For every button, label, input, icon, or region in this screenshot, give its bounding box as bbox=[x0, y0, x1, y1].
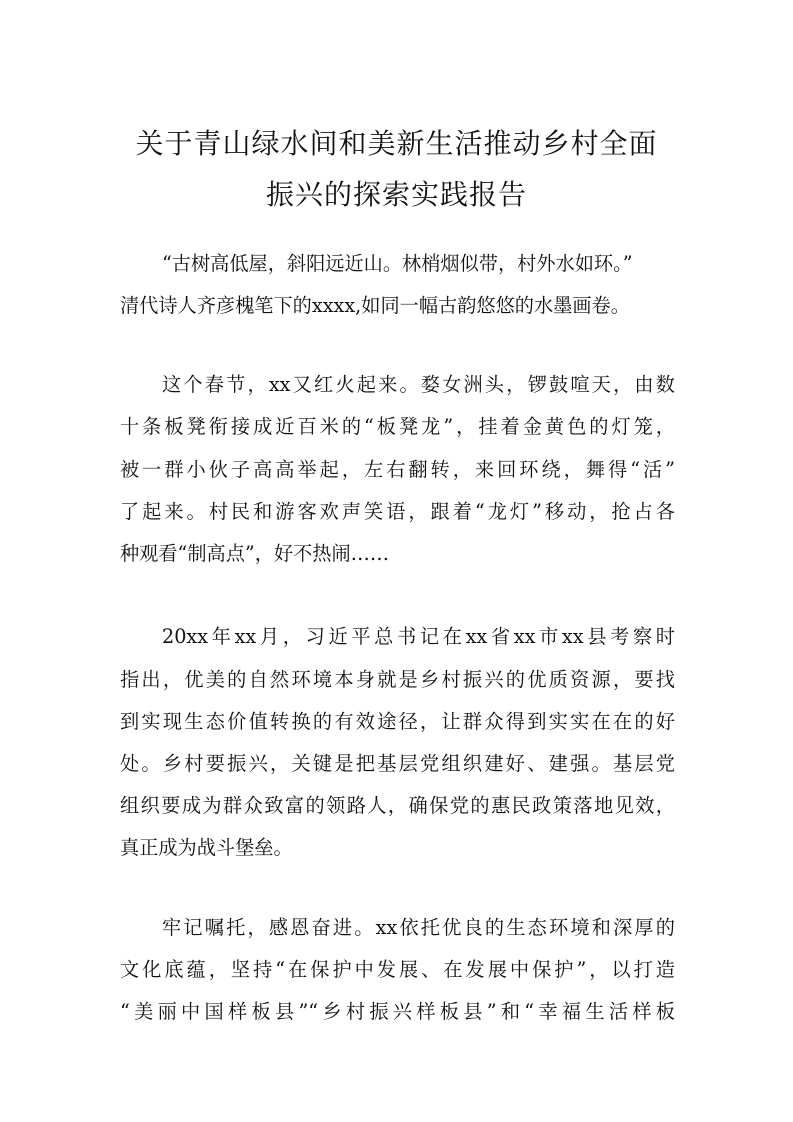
document-title-line-2: 振兴的探索实践报告 bbox=[265, 178, 527, 211]
paragraph-4-line-2: 文化底蕴，坚持“在保护中发展、在发展中保护”，以打造 bbox=[120, 958, 675, 981]
paragraph-3-line-4: 处。乡村要振兴，关键是把基层党组织建好、建强。基层党 bbox=[120, 752, 675, 775]
paragraph-4-line-3: “美丽中国样板县”“乡村振兴样板县”和“幸福生活样板 bbox=[120, 1000, 675, 1023]
paragraph-2-line-2: 十条板凳衔接成近百米的“板凳龙”，挂着金黄色的灯笼， bbox=[120, 415, 675, 438]
paragraph-1-line-2: 清代诗人齐彦槐笔下的xxxx,如同一幅古韵悠悠的水墨画卷。 bbox=[120, 294, 630, 317]
paragraph-3-line-2: 指出，优美的自然环境本身就是乡村振兴的优质资源，要找 bbox=[120, 668, 675, 691]
paragraph-1-line-1: “古树高低屋，斜阳远近山。林梢烟似带，村外水如环。” bbox=[162, 252, 633, 275]
paragraph-3-line-1: 20xx年xx月，习近平总书记在xx省xx市xx县考察时 bbox=[162, 625, 675, 648]
paragraph-2-line-5: 种观看“制高点”，好不热闹…… bbox=[120, 542, 390, 565]
paragraph-4-line-1: 牢记嘱托，感恩奋进。xx依托优良的生态环境和深厚的 bbox=[162, 916, 675, 939]
paragraph-3-line-3: 到实现生态价值转换的有效途径，让群众得到实实在在的好 bbox=[120, 710, 675, 733]
document-title-line-1: 关于青山绿水间和美新生活推动乡村全面 bbox=[135, 127, 658, 160]
paragraph-3-line-6: 真正成为战斗堡垒。 bbox=[120, 836, 293, 859]
paragraph-2-line-3: 被一群小伙子高高举起，左右翻转，来回环绕，舞得“活” bbox=[120, 458, 675, 481]
paragraph-2-line-4: 了起来。村民和游客欢声笑语，跟着“龙灯”移动，抢占各 bbox=[120, 500, 675, 523]
paragraph-3-line-5: 组织要成为群众致富的领路人，确保党的惠民政策落地见效， bbox=[120, 794, 675, 817]
paragraph-2-line-1: 这个春节，xx又红火起来。婺女洲头，锣鼓喧天，由数 bbox=[162, 373, 675, 396]
